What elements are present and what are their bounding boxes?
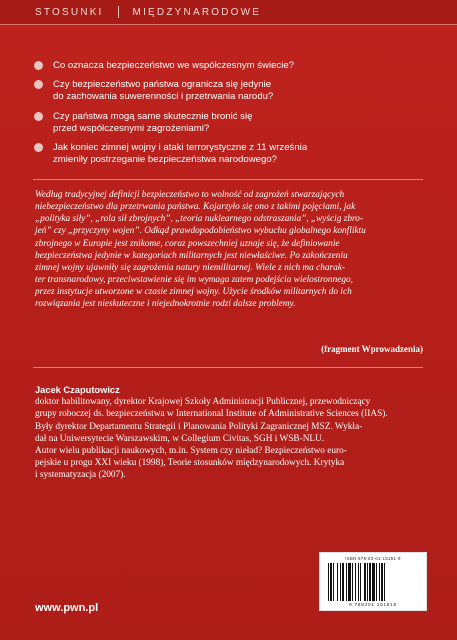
excerpt-text <box>35 189 423 311</box>
series-title <box>35 6 261 18</box>
series-header <box>0 0 457 25</box>
bullet-icon <box>34 80 43 89</box>
series-title-right: MIĘDZYNARODOWE <box>132 6 262 18</box>
excerpt-line: zbrojnego w Europie jest znikome, coraz powszechniej uznaje się, że definiowanie <box>35 238 340 249</box>
excerpt-line: zimnej wojny ujawniły się zagrożenia natury niemilitarnej. Wiele z nich ma charak- <box>35 262 346 273</box>
author-bio-line: i systematyzacja (2007). <box>35 470 126 481</box>
series-title-left: STOSUNKI <box>35 6 104 18</box>
excerpt-line: przez instytucje utworzone w czasie zimnej wojny. Użycie środków militarnych do ich <box>35 287 352 298</box>
bullet-icon <box>34 61 43 70</box>
excerpt-line: „polityka siły”, „rola sił zbrojnych”, „teoria nuklearnego odstraszania”, „wyścig zbro- <box>35 214 363 225</box>
excerpt-line: rozwiązania jest nieskuteczne i niejednokrotnie rodzi dalsze problemy. <box>35 299 296 310</box>
series-separator <box>118 6 119 18</box>
question-text: do zachowania suwerenności i przetrwania narodu? <box>53 91 274 103</box>
author-bio <box>35 384 423 482</box>
question-text: Czy państwa mogą same skutecznie bronić się <box>53 110 253 122</box>
author-name: Jacek Czaputowicz <box>35 385 120 395</box>
ean-text: 9 788301 151519 <box>349 602 397 607</box>
question-item <box>33 142 423 166</box>
question-text: Co oznacza bezpieczeństwo we współczesnym świecie? <box>53 60 295 71</box>
excerpt-line: bezpieczeństwa jedynie w kategoriach militarnych jest niewłaściwe. Po zakończeniu <box>35 250 348 261</box>
barcode <box>319 552 427 611</box>
question-list <box>33 60 423 173</box>
author-bio-line: Autor wielu publikacji naukowych, m.in. System czy nieład? Bezpieczeństwo euro- <box>35 446 347 457</box>
question-text: zmieniły postrzeganie bezpieczeństwa narodowego? <box>53 154 277 166</box>
excerpt-line: jeń” czy „przyczyny wojen”. Odkąd prawdopodobieństwo wybuchu globalnego konfliktu <box>35 226 366 237</box>
question-text: Jak koniec zimnej wojny i ataki terrorystyczne z 11 września <box>53 142 308 154</box>
excerpt-line: niebezpieczeństwo dla przetrwania państwa. Kojarzyło się ono z takimi pojęciami, jak <box>35 202 356 213</box>
publisher-url: www.pwn.pl <box>35 602 99 614</box>
bullet-icon <box>34 143 43 152</box>
divider <box>33 367 423 368</box>
barcode-bars-icon <box>326 563 420 601</box>
bullet-icon <box>34 112 43 121</box>
author-bio-line: pejskie u progu XXI wieku (1998), Teorie stosunków międzynarodowych. Krytyka <box>35 458 345 469</box>
question-item <box>33 60 423 72</box>
question-item <box>33 111 423 135</box>
excerpt-line: Według tradycyjnej definicji bezpieczeństwo to wolność od zagrożeń stwarzających <box>35 190 345 200</box>
divider <box>33 179 423 180</box>
question-text: przed współczesnymi zagrożeniami? <box>53 122 210 134</box>
question-text: Czy bezpieczeństwo państwa ogranicza się jedynie <box>53 79 272 91</box>
author-bio-line: doktor habilitowany, dyrektor Krajowej Szkoły Administracji Publicznej, przewodniczący <box>35 397 371 408</box>
excerpt-line: ter transnarodowy, przeciwstawienie się im wymaga zatem podejścia wielostronnego, <box>35 275 353 286</box>
isbn-text: ISBN 978-83-01-15151-9 <box>345 556 401 561</box>
excerpt-source: (fragment Wprowadzenia) <box>321 344 423 354</box>
author-bio-line: grupy roboczej ds. bezpieczeństwa w International Institute of Administrative Sciences (IIAS). <box>35 409 388 420</box>
author-bio-line: dał na Uniwersytecie Warszawskim, w Collegium Civitas, SGH i WSB-NLU. <box>35 433 325 444</box>
author-bio-line: Były dyrektor Departamentu Strategii i Planowania Polityki Zagranicznej MSZ. Wykła- <box>35 421 363 432</box>
question-item <box>33 79 423 103</box>
